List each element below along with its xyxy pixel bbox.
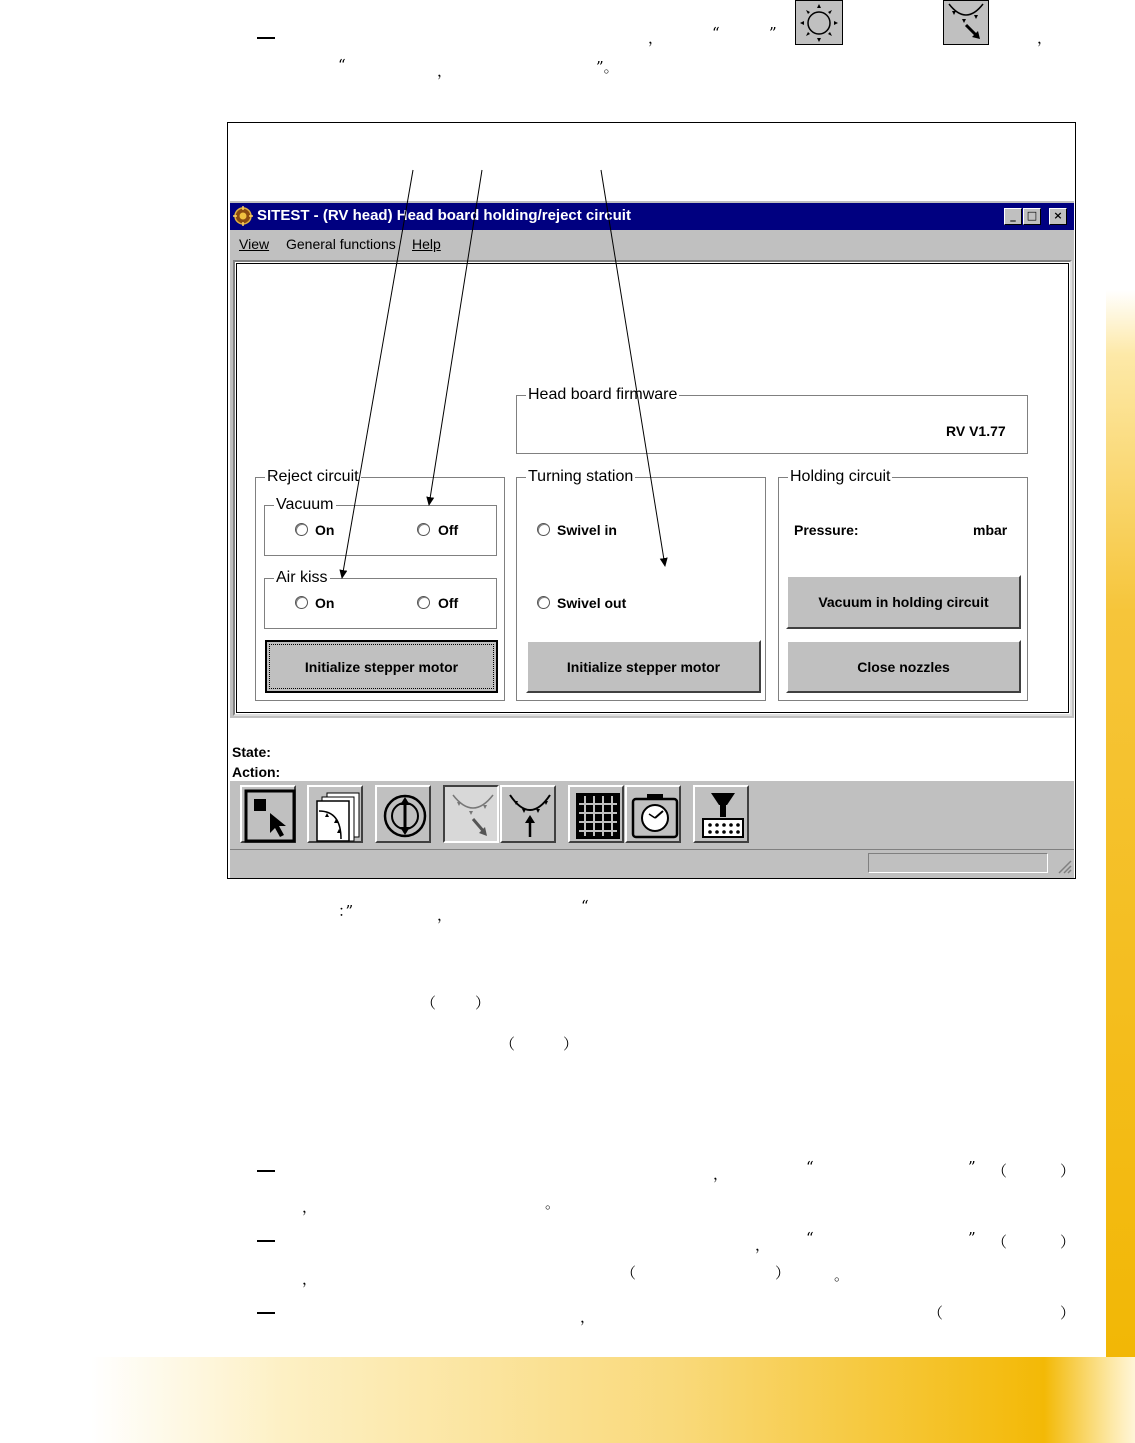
doc-open-quote: “ xyxy=(712,24,720,42)
holding-circuit-label: Holding circuit xyxy=(790,468,891,485)
doc-close-quote: ” xyxy=(968,1158,976,1176)
vacuum-label: Vacuum xyxy=(276,496,334,513)
doc-comma: ， xyxy=(302,1198,318,1216)
vacuum-holding-circuit-button[interactable]: Vacuum in holding circuit xyxy=(786,575,1021,629)
menu-help[interactable]: Help xyxy=(412,236,441,252)
menu-general-functions[interactable]: General functions xyxy=(286,236,396,252)
doc-close-paren: ） xyxy=(1060,1304,1076,1322)
swivel-out-label[interactable]: Swivel out xyxy=(557,595,627,611)
reject-init-stepper-button[interactable]: Initialize stepper motor xyxy=(265,640,498,693)
action-label: Action: xyxy=(232,764,281,780)
doc-open-paren: （ xyxy=(992,1233,1008,1251)
turning-init-stepper-button[interactable]: Initialize stepper motor xyxy=(526,640,761,693)
doc-open-paren: （ xyxy=(992,1162,1008,1180)
doc-open-quote: “ xyxy=(806,1158,814,1176)
air-kiss-label: Air kiss xyxy=(276,569,328,586)
reject-circuit-label: Reject circuit xyxy=(267,468,359,485)
doc-open-paren: （ xyxy=(421,994,437,1012)
doc-open-quote: “ xyxy=(581,897,589,915)
doc-close-quote-period: ”。 xyxy=(596,58,619,76)
doc-close-paren: ） xyxy=(563,1035,579,1053)
doc-open-quote: “ xyxy=(806,1229,814,1247)
pressure-unit: mbar xyxy=(973,522,1008,538)
doc-open-paren: （ xyxy=(928,1304,944,1322)
menu-view[interactable]: View xyxy=(239,236,270,252)
doc-comma: ， xyxy=(437,906,453,924)
maximize-button[interactable]: □ xyxy=(1023,208,1041,225)
doc-comma: ， xyxy=(302,1270,318,1288)
doc-close-paren: ） xyxy=(775,1264,791,1282)
vacuum-off-label[interactable]: Off xyxy=(438,522,459,538)
doc-open-quote: “ xyxy=(338,56,346,74)
close-nozzles-button[interactable]: Close nozzles xyxy=(786,640,1021,693)
firmware-version: RV V1.77 xyxy=(946,423,1006,439)
doc-comma: ， xyxy=(437,62,453,80)
doc-colon-quote: ：” xyxy=(338,902,354,920)
doc-close-quote: ” xyxy=(968,1229,976,1247)
list-dash xyxy=(257,1170,275,1172)
doc-open-paren: （ xyxy=(500,1035,516,1053)
turning-station-label: Turning station xyxy=(528,468,634,485)
state-label: State: xyxy=(232,744,271,760)
doc-period: 。 xyxy=(834,1266,850,1284)
vacuum-on-label[interactable]: On xyxy=(315,522,335,538)
swivel-in-label[interactable]: Swivel in xyxy=(557,522,617,538)
doc-close-paren: ） xyxy=(1060,1162,1076,1180)
doc-comma: ， xyxy=(648,29,664,47)
air-kiss-on-label[interactable]: On xyxy=(315,595,335,611)
doc-period: 。 xyxy=(545,1194,561,1212)
pressure-label: Pressure: xyxy=(794,522,859,538)
doc-close-paren: ） xyxy=(475,994,491,1012)
list-dash xyxy=(257,1312,275,1314)
doc-open-paren: （ xyxy=(621,1264,637,1282)
doc-comma: ， xyxy=(755,1236,771,1254)
list-dash xyxy=(257,1240,275,1242)
close-button[interactable]: × xyxy=(1049,208,1067,225)
window-title: SITEST - (RV head) Head board holding/reject circuit xyxy=(257,207,631,224)
doc-comma: ， xyxy=(1037,29,1053,47)
minimize-button[interactable]: _ xyxy=(1004,208,1022,225)
doc-close-quote: ” xyxy=(769,24,777,42)
doc-comma: ， xyxy=(580,1308,596,1326)
air-kiss-off-label[interactable]: Off xyxy=(438,595,459,611)
doc-close-paren: ） xyxy=(1060,1233,1076,1251)
doc-comma: ， xyxy=(713,1165,729,1183)
firmware-group-label: Head board firmware xyxy=(528,386,678,403)
